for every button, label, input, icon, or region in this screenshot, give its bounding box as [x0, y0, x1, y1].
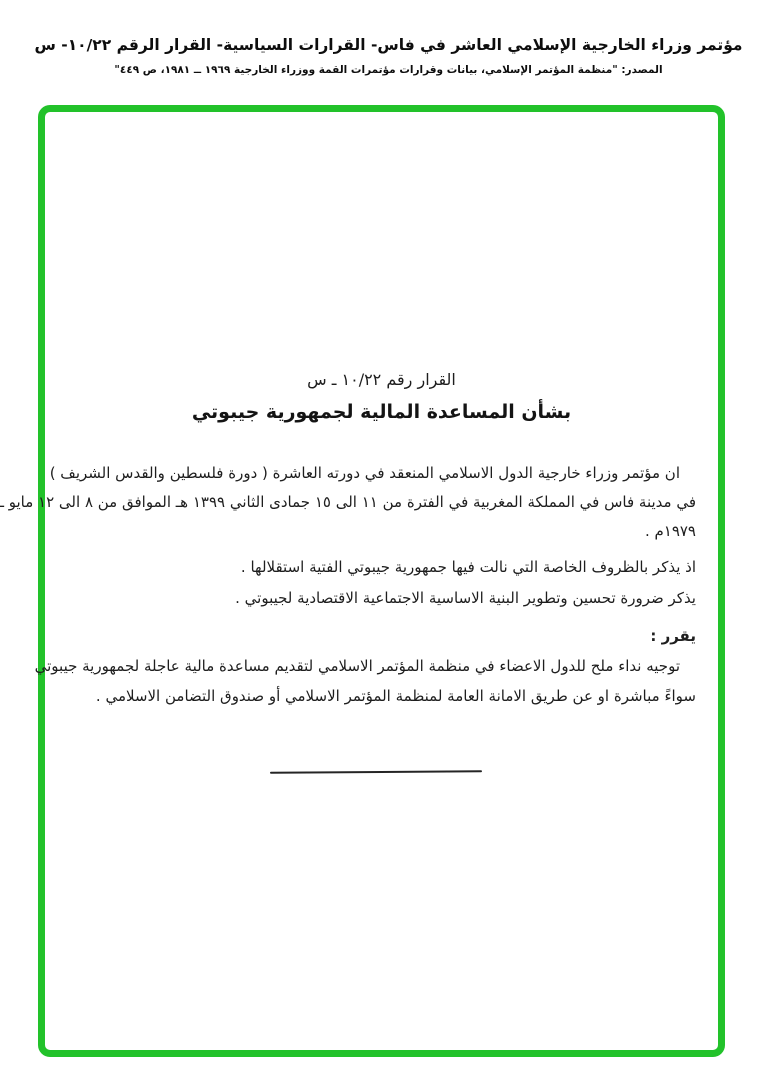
preamble-line-2: في مدينة فاس في المملكة المغربية في الفترة من ١١ الى ١٥ جمادى الثاني ١٣٩٩ هـ الموافق من ٨ الى ١٢ مايو ـ [0, 493, 696, 511]
document-frame [0, 105, 725, 1057]
decision-line-2: سواءً مباشرة او عن طريق الامانة العامة لمنظمة المؤتمر الاسلامي أو صندوق التضامن الاسلامي . [95, 687, 696, 705]
recital-clause-2: يذكر ضرورة تحسين وتطوير البنية الاساسية الاجتماعية الاقتصادية لجيبوتي . [235, 589, 696, 607]
end-divider-line [270, 770, 482, 773]
preamble-line-1: ان مؤتمر وزراء خارجية الدول الاسلامي المنعقد في دورته العاشرة ( دورة فلسطين والقدس الشريف ) [49, 464, 680, 482]
resolution-subject: بشأن المساعدة المالية لجمهورية جيبوتي [191, 401, 572, 423]
preamble-line-3: ١٩٧٩م . [644, 522, 696, 540]
header-source-line: المصدر: "منظمة المؤتمر الإسلامي، بيانات وقرارات مؤتمرات القمة ووزراء الخارجية ١٩٦٩ ــ ١٩٨١، ص ٤٤٩" [114, 64, 663, 76]
recital-clause-1: اذ يذكر بالظروف الخاصة التي نالت فيها جمهورية جيبوتي الفتية استقلالها . [240, 558, 696, 576]
resolution-number-title: القرار رقم ١٠/٢٢ ـ س [307, 370, 456, 389]
header-citation-line: مؤتمر وزراء الخارجية الإسلامي العاشر في فاس- القرارات السياسية- القرار الرقم ١٠/٢٢- س [34, 36, 743, 54]
decides-label: يقرر : [650, 627, 696, 645]
decision-line-1: توجيه نداء ملح للدول الاعضاء في منظمة المؤتمر الاسلامي لتقديم مساعدة مالية عاجلة لجمهورية جيبوتي [34, 657, 680, 675]
